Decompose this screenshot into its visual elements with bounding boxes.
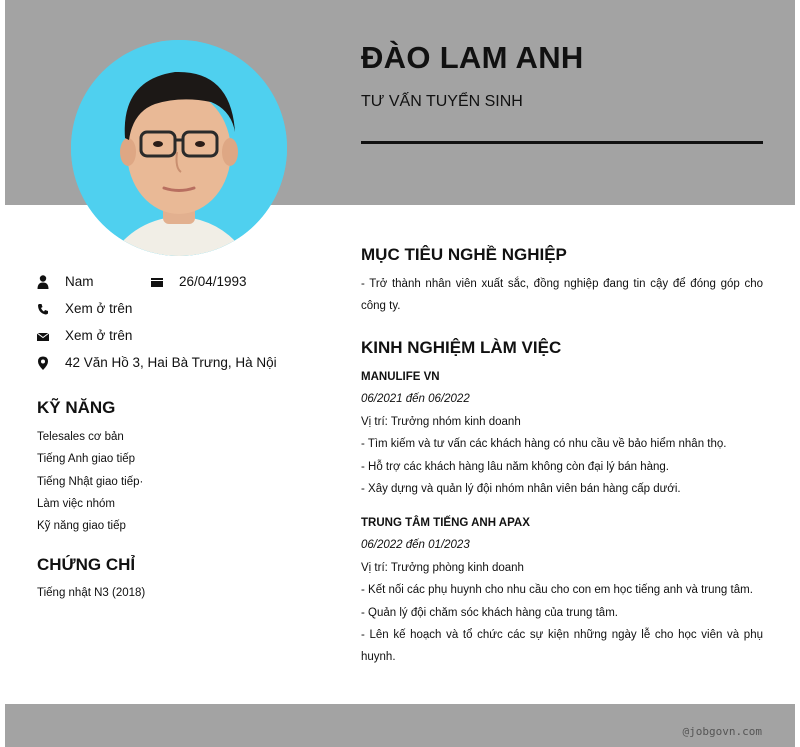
job-line: Vị trí: Trưởng nhóm kinh doanh: [361, 415, 521, 428]
job-line: - Hỗ trợ các khách hàng lâu năm không còn đại lý bán hàng.: [361, 460, 670, 473]
candidate-role: TƯ VẤN TUYỂN SINH: [361, 93, 523, 110]
phone-value: Xem ở trên: [65, 301, 133, 316]
person-portrait-icon: [71, 40, 287, 256]
footer-band: [5, 704, 795, 747]
calendar-icon: [151, 275, 163, 289]
experience-job: [361, 512, 763, 669]
job-line: Vị trí: Trưởng phòng kinh doanh: [361, 561, 524, 574]
gender-row: [37, 274, 94, 289]
phone-row: [37, 301, 132, 316]
person-icon: [37, 275, 49, 289]
certificate-item: Tiếng nhật N3 (2018): [37, 587, 146, 599]
skill-item: Kỹ năng giao tiếp: [37, 520, 126, 533]
address-value: 42 Văn Hồ 3, Hai Bà Trưng, Hà Nội: [65, 355, 277, 370]
candidate-name: ĐÀO LAM ANH: [361, 40, 584, 75]
job-line: - Quản lý đội chăm sóc khách hàng của trung tâm.: [361, 606, 618, 619]
objective-text: - Trở thành nhân viên xuất sắc, đồng nghiệp đang tin cậy để đóng góp cho công ty.: [361, 278, 763, 313]
job-line: - Kết nối các phụ huynh cho nhu cầu cho con em học tiếng anh và trung tâm.: [361, 584, 753, 597]
email-value: Xem ở trên: [65, 328, 133, 343]
job-period: 06/2022 đến 01/2023: [361, 539, 470, 552]
footer-watermark: @jobgovn.com: [682, 725, 762, 738]
address-row: [37, 355, 277, 370]
birthday-value: 26/04/1993: [179, 274, 247, 289]
profile-photo: [71, 40, 287, 256]
header-divider: [361, 141, 763, 144]
job-line: - Xây dựng và quản lý đội nhóm nhân viên bán hàng cấp dưới.: [361, 483, 681, 496]
skills-list: [37, 426, 143, 537]
skills-heading: KỸ NĂNG: [37, 398, 116, 417]
job-company: MANULIFE VN: [361, 371, 440, 383]
job-line: - Tìm kiếm và tư vấn các khách hàng có nhu cầu về bảo hiểm nhân thọ.: [361, 438, 727, 451]
objective-heading: MỤC TIÊU NGHỀ NGHIỆP: [361, 245, 567, 264]
email-icon: [37, 329, 49, 343]
experience-job: [361, 366, 763, 500]
location-pin-icon: [37, 356, 49, 370]
email-row: [37, 328, 132, 343]
birthday-row: [151, 274, 247, 289]
job-line: - Lên kế hoạch và tổ chức các sự kiện những ngày lễ cho học viên và phụ huynh.: [361, 629, 763, 664]
experience-heading: KINH NGHIỆM LÀM VIỆC: [361, 338, 562, 357]
job-period: 06/2021 đến 06/2022: [361, 393, 470, 406]
phone-icon: [37, 302, 49, 316]
skill-item: Telesales cơ bản: [37, 431, 124, 443]
skill-item: Tiếng Nhật giao tiếp·: [37, 475, 144, 488]
skill-item: Làm việc nhóm: [37, 497, 115, 510]
gender-value: Nam: [65, 274, 94, 289]
certificates-list: [37, 582, 145, 604]
skill-item: Tiếng Anh giao tiếp: [37, 453, 136, 466]
job-company: TRUNG TÂM TIẾNG ANH APAX: [361, 517, 530, 529]
certificates-heading: CHỨNG CHỈ: [37, 555, 136, 574]
objective-section: [361, 273, 763, 318]
